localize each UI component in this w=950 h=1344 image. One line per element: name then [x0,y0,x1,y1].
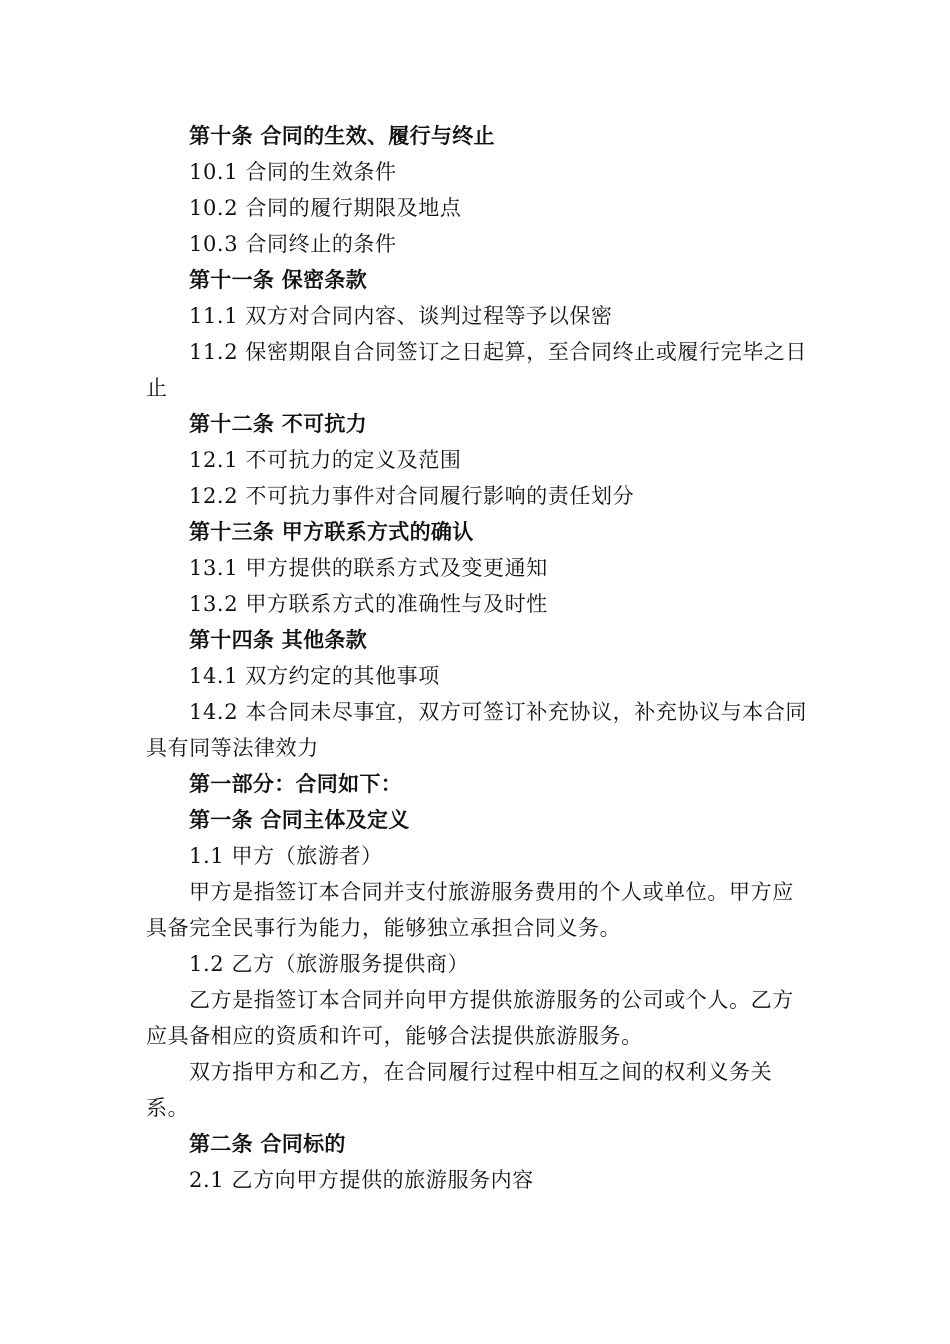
clause-item: 14.2 本合同未尽事宜，双方可签订补充协议，补充协议与本合同具有同等法律效力 [146,700,808,760]
clause-item: 11.2 保密期限自合同签订之日起算，至合同终止或履行完毕之日止 [146,340,808,400]
section-heading: 第二条 合同标的 [189,1132,346,1156]
clause-item: 10.3 合同终止的条件 [189,232,397,256]
clause-item: 2.1 乙方向甲方提供的旅游服务内容 [189,1168,534,1192]
body-paragraph: 双方指甲方和乙方，在合同履行过程中相互之间的权利义务关系。 [146,1060,773,1120]
section-heading: 第一条 合同主体及定义 [189,808,410,832]
section-heading: 第十条 合同的生效、履行与终止 [189,124,495,148]
clause-item: 14.1 双方约定的其他事项 [189,664,440,688]
section-heading: 第十三条 甲方联系方式的确认 [189,520,474,544]
clause-item: 1.2 乙方（旅游服务提供商） [189,952,470,976]
document-body [146,118,810,1198]
part-heading: 第一部分：合同如下： [189,772,402,796]
section-heading: 第十二条 不可抗力 [189,412,368,436]
clause-item: 10.1 合同的生效条件 [189,160,397,184]
section-heading: 第十四条 其他条款 [189,628,368,652]
clause-item: 13.2 甲方联系方式的准确性与及时性 [189,592,548,616]
section-heading: 第十一条 保密条款 [189,268,368,292]
body-paragraph: 乙方是指签订本合同并向甲方提供旅游服务的公司或个人。乙方应具备相应的资质和许可，能够合法提供旅游服务。 [146,988,794,1048]
clause-item: 12.1 不可抗力的定义及范围 [189,448,462,472]
clause-item: 11.1 双方对合同内容、谈判过程等予以保密 [189,304,613,328]
clause-item: 1.1 甲方（旅游者） [189,844,383,868]
clause-item: 12.2 不可抗力事件对合同履行影响的责任划分 [189,484,635,508]
clause-item: 13.1 甲方提供的联系方式及变更通知 [189,556,548,580]
body-paragraph: 甲方是指签订本合同并支付旅游服务费用的个人或单位。甲方应具备完全民事行为能力，能够独立承担合同义务。 [146,880,794,940]
clause-item: 10.2 合同的履行期限及地点 [189,196,462,220]
